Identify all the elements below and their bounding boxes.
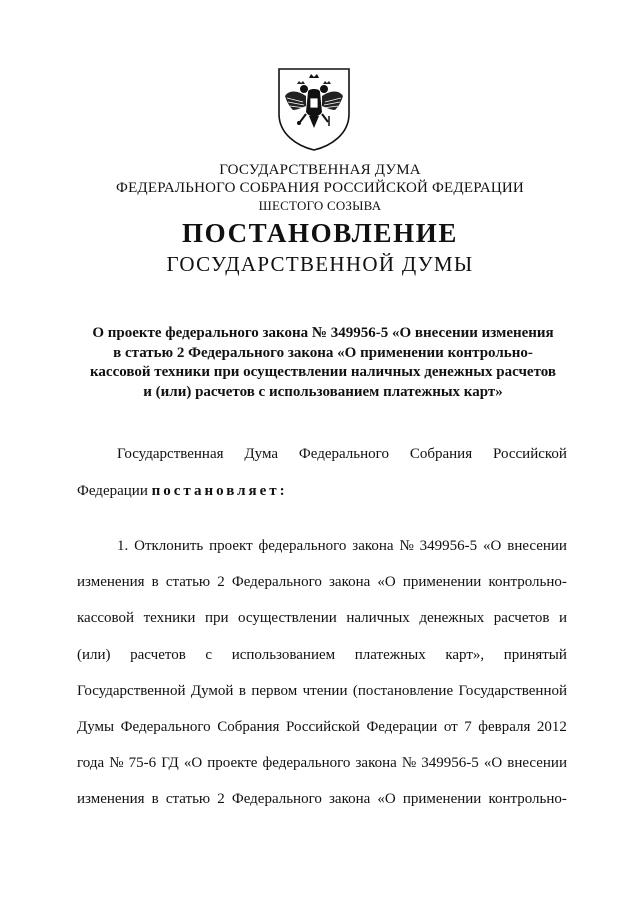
preamble-line-2 <box>77 483 567 500</box>
header-line-1: ГОСУДАРСТВЕННАЯ ДУМА <box>219 162 421 178</box>
item-1-line: изменения в статью 2 Федерального закона «О применении контрольно- <box>77 791 567 808</box>
item-1-line: 1. Отклонить проект федерального закона № 349956-5 «О внесении <box>117 538 567 554</box>
preamble-word: Российской <box>493 446 567 462</box>
preamble-line-1 <box>77 446 567 463</box>
item-1-line: (или) расчетов с использованием платежных карт», принятый <box>77 646 567 663</box>
document-type-title: ПОСТАНОВЛЕНИЕ <box>182 218 458 248</box>
preamble-word: Федерального <box>298 446 389 462</box>
item-1-line: Государственной Думой в первом чтении (постановление Государственной <box>77 682 567 699</box>
header-line-3: ШЕСТОГО СОЗЫВА <box>258 198 382 213</box>
preamble-line-2-start: Федерации <box>77 483 148 499</box>
item-1-line: кассовой техники при осуществлении наличных денежных расчетов и <box>77 610 567 627</box>
preamble-word: Государственная <box>117 446 224 462</box>
header-line-2: ФЕДЕРАЛЬНОГО СОБРАНИЯ РОССИЙСКОЙ ФЕДЕРАЦИИ <box>116 180 524 196</box>
subject-heading: О проекте федерального закона № 349956-5 «О внесении изменения в статью 2 Федерального закона «О применении контрольно-кассовой техники при осуществлении наличных денежных расчетов и (или) расчетов с использованием платежных карт» <box>90 325 556 400</box>
preamble-verb: постановляет: <box>151 483 288 499</box>
document-issuer-title: ГОСУДАРСТВЕННОЙ ДУМЫ <box>166 252 474 276</box>
item-1-line: Думы Федерального Собрания Российской Федерации от 7 февраля 2012 <box>77 718 567 735</box>
item-1-line: года № 75-6 ГД «О проекте федерального закона № 349956-5 «О внесении <box>77 755 567 772</box>
preamble-word: Дума <box>244 446 279 462</box>
coat-of-arms-icon <box>275 66 353 152</box>
item-1-paragraph <box>77 536 567 826</box>
preamble-word: Собрания <box>409 446 473 462</box>
item-1-line: изменения в статью 2 Федерального закона «О применении контрольно- <box>77 574 567 591</box>
